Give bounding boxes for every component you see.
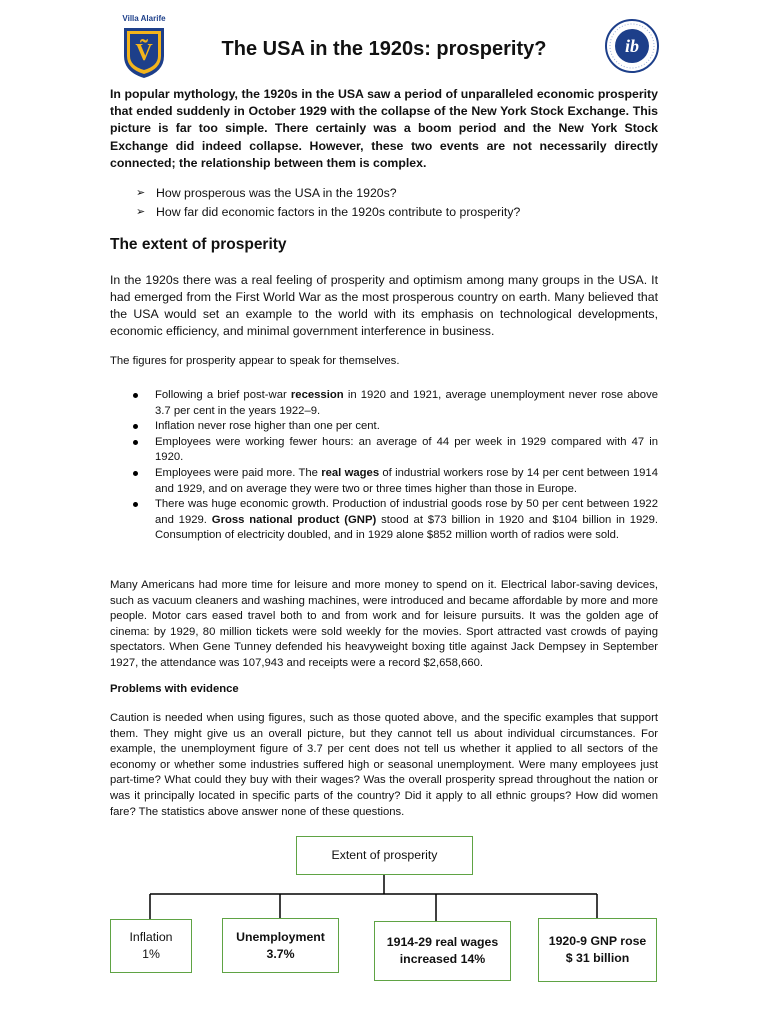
- arrow-bullet-icon: ➢: [136, 187, 146, 199]
- paragraph: Many Americans had more time for leisure and more money to spend on it. Electrical labor-saving devices, such as vacuum cleaners and washing machines, were introduced and became affordable by more and more people. Motor cars eased travel both to and from work and for leisure pursuits. It was the golden age of cinema: by 1929, 80 million tickets were sold weekly for the movies. Sport attracted vast crowds of paying spectators. When Gene Tunney defended his heavyweight boxing title against Jack Dempsey in September 1927, the attendance was 107,943 and receipts were a record $2,658,660.: [110, 579, 658, 669]
- diagram-box-unemployment: Unemployment 3.7%: [222, 918, 339, 973]
- diagram-box-inflation: Inflation 1%: [110, 919, 192, 973]
- school-name: Villa Alarife: [122, 14, 166, 23]
- arrow-bullet-icon: ➢: [136, 206, 146, 218]
- svg-text:ib: ib: [624, 36, 640, 56]
- list-item: ➢ How prosperous was the USA in the 1920s?: [136, 184, 656, 203]
- list-item: Inflation never rose higher than one per cent.: [133, 419, 658, 435]
- paragraph: Caution is needed when using figures, such as those quoted above, and the specific examples that support them. They might give us an overall picture, but they cannot tell us about individual circumstances. For example, the unemployment figure of 3.7 per cent does not tell us whether it applied to all sectors of the economy or whether some industries suffered high or seasonal unemployment. Were many employees just part-time? What could they buy with their wages? Was the overall prosperity spread throughout the nation or was it principally located in specific parts of the country? Did it apply to all ethnic groups? How did women fare? The statistics above answer none of these questions.: [110, 712, 658, 818]
- paragraph: In the 1920s there was a real feeling of prosperity and optimism among many groups in the USA. It had emerged from the First World War as the most prosperous country on earth. Many believed that the USA would set an example to the world with its emphasis on technological developments, economic efficiency, and minimal government interference in business.: [110, 273, 658, 338]
- list-item: Following a brief post-war recession in 1920 and 1921, average unemployment never rose above 3.7 per cent in the years 1922–9.: [133, 388, 658, 419]
- list-item: There was huge economic growth. Production of industrial goods rose by 50 per cent between 1922 and 1929. Gross national product (GNP) stood at $73 billion in 1920 and $104 billion in 1929. Consumption of electricity doubled, and in 1929 alone $852 million worth of radios were sold.: [133, 497, 658, 544]
- paragraph: The figures for prosperity appear to speak for themselves.: [110, 355, 400, 367]
- list-item: Employees were working fewer hours: an average of 44 per week in 1929 compared with 47 in 1920.: [133, 435, 658, 466]
- diagram-box-real-wages: 1914-29 real wages increased 14%: [374, 921, 511, 981]
- page-title: The USA in the 1920s: prosperity?: [221, 38, 547, 60]
- subheading: Problems with evidence: [110, 683, 239, 695]
- svg-text:Ṽ: Ṽ: [135, 40, 153, 66]
- list-item: ➢ How far did economic factors in the 1920s contribute to prosperity?: [136, 203, 656, 222]
- section-heading: The extent of prosperity: [110, 236, 287, 253]
- diagram-box-gnp: 1920-9 GNP rose $ 31 billion: [538, 918, 657, 982]
- list-item: Employees were paid more. The real wages of industrial workers rose by 14 per cent between 1914 and 1929, and on average they were two or three times higher than those in Europe.: [133, 466, 658, 497]
- intro-paragraph: In popular mythology, the 1920s in the USA saw a period of unparalleled economic prosperity that ended suddenly in October 1929 with the collapse of the New York Stock Exchange. This picture is far too simple. There certainly was a boom period and the New York Stock Exchange did indeed collapse. However, these two events are not necessarily directly connected; the relationship between them is complex.: [110, 87, 658, 170]
- diagram-root-box: Extent of prosperity: [296, 836, 473, 875]
